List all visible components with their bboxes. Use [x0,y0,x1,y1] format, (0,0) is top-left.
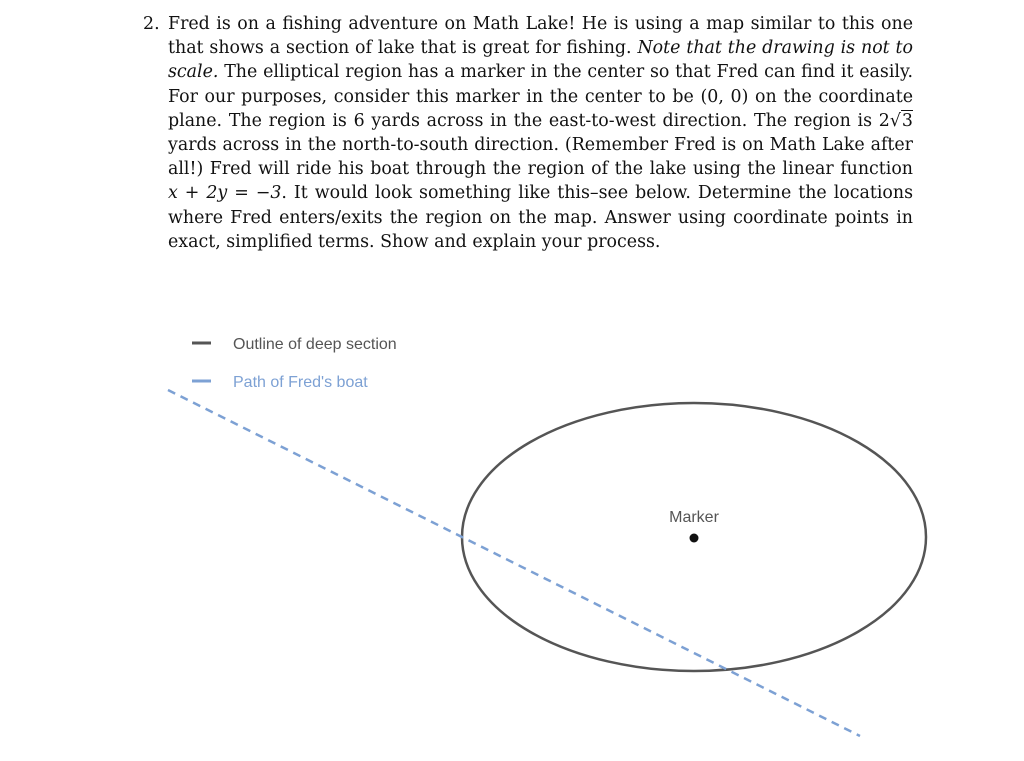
problem-number: 2. [143,14,160,34]
boat-path [168,390,860,736]
problem-text-5: . It would look something like this–see below. Determine the locations where Fred enters/exits the region on the map. Answer using coordinate points in exact, simplified terms. Show and explain your process. [168,183,913,252]
marker-dot [690,534,699,543]
problem-text-2: The elliptical region has a marker in the center so that Fred can find it easily. For our purposes, consider this marker in the center to be [168,62,913,107]
legend-outline-label: Outline of deep section [233,336,397,353]
boat-equation: x + 2y = −3 [168,183,282,204]
problem-text-4: yards across in the north-to-south direction. (Remember Fred is on Math Lake after all!) Fred will ride his boat through the region of the lake using the linear function [168,135,913,180]
ns-radicand: 3 [901,110,913,131]
legend-path-label: Path of Fred's boat [233,374,368,391]
center-point: (0, 0) [700,86,749,107]
problem-text-3: on the coordinate plane. The region is 6 yards across in the east-to-west direction. The region is [168,86,913,131]
legend [192,336,397,391]
ns-measure: 2√3 [878,110,913,131]
problem-text-1: Fred is on a fishing adventure on Math Lake! He is using a map similar to this one that shows a section of lake that is great for fishing. [168,14,913,59]
scale-note: Note that the drawing is not to scale. [168,38,914,83]
marker-label: Marker [669,509,719,526]
ns-coefficient: 2 [878,110,890,131]
